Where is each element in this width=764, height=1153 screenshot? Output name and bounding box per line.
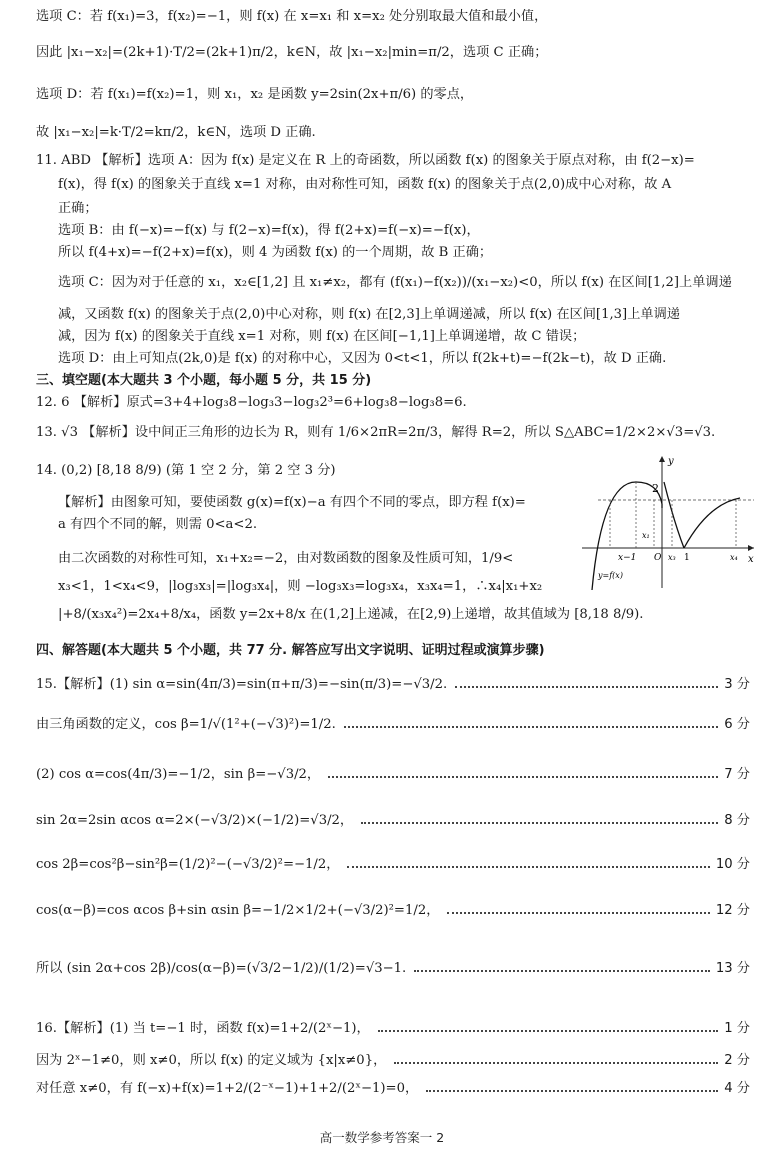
text-line: 由二次函数的对称性可知，x₁+x₂=−2，由对数函数的图象及性质可知，1/9< — [58, 551, 514, 566]
step-expression: sin 2α=2sin αcos α=2×(−√3/2)×(−1/2)=√3/2， — [36, 813, 354, 828]
scored-step-row — [36, 766, 750, 784]
text-line: 减，又函数 f(x) 的图象关于点(2,0)中心对称，则 f(x) 在[2,3]上单调递减，所以 f(x) 在区间[1,3]上单调递 — [58, 307, 680, 322]
x-axis-arrow — [748, 545, 754, 551]
text-line: f(x)，得 f(x) 的图象关于直线 x=1 对称，由对称性可知，函数 f(x) 的图象关于点(2,0)成中心对称，故 A — [58, 177, 672, 192]
text-line: a 有四个不同的解，则需 0<a<2. — [58, 517, 258, 532]
function-graph-figure — [578, 452, 758, 592]
dotted-leader — [447, 911, 709, 914]
text-line: 因此 |x₁−x₂|=(2k+1)·T/2=(2k+1)π/2，k∈N，故 |x₁−x₂|min=π/2，选项 C 正确； — [36, 45, 548, 60]
log-branch-right — [684, 498, 740, 548]
label-x4: x₄ — [730, 553, 738, 562]
text-line: 【解析】由图象可知，要使函数 g(x)=f(x)−a 有四个不同的零点，即方程 f(x)= — [58, 495, 526, 510]
label-neg1: x−1 — [618, 553, 637, 563]
label-x3: x₃ — [668, 553, 676, 562]
dotted-leader — [378, 1029, 718, 1032]
dotted-leader — [414, 969, 710, 972]
scored-step-row — [36, 716, 750, 734]
step-score: 7 分 — [724, 767, 750, 782]
text-line: 选项 B：由 f(−x)=−f(x) 与 f(2−x)=f(x)，得 f(2+x)=f(−x)=−f(x)， — [58, 223, 480, 238]
text-line: 14. (0,2) [8,18 8/9) (第 1 空 2 分，第 2 空 3 分) — [36, 463, 336, 478]
dotted-leader — [361, 821, 718, 824]
scored-step-row — [36, 856, 750, 874]
step-expression: 16.【解析】(1) 当 t=−1 时，函数 f(x)=1+2/(2ˣ−1)， — [36, 1021, 370, 1036]
text-line: 故 |x₁−x₂|=k·T/2=kπ/2，k∈N，选项 D 正确. — [36, 125, 316, 140]
step-score: 10 分 — [715, 857, 750, 872]
text-line: 所以 f(4+x)=−f(2+x)=f(x)，则 4 为函数 f(x) 的一个周期，故 B 正确； — [58, 245, 493, 260]
label-two: 2 — [652, 482, 659, 495]
dotted-leader — [328, 775, 718, 778]
dotted-leader — [426, 1089, 718, 1092]
scored-step-row — [36, 1052, 750, 1070]
scored-step-row — [36, 960, 750, 978]
step-expression: 因为 2ˣ−1≠0，则 x≠0，所以 f(x) 的定义域为 {x|x≠0}， — [36, 1053, 387, 1068]
label-x1: x₁ — [642, 531, 650, 540]
step-expression: cos 2β=cos²β−sin²β=(1/2)²−(−√3/2)²=−1/2， — [36, 857, 340, 872]
dotted-leader — [394, 1061, 718, 1064]
scored-step-row — [36, 902, 750, 920]
step-expression: cos(α−β)=cos αcos β+sin αsin β=−1/2×1/2+(−√3/2)²=1/2， — [36, 903, 440, 918]
text-line: 选项 C：若 f(x₁)=3，f(x₂)=−1，则 f(x) 在 x=x₁ 和 x=x₂ 处分别取最大值和最小值， — [36, 9, 548, 24]
text-line: 12. 6 【解析】原式=3+4+log₃8−log₃3−log₃2³=6+log₃8−log₃8=6. — [36, 395, 467, 410]
step-expression: 所以 (sin 2α+cos 2β)/cos(α−β)=(√3/2−1/2)/(1/2)=√3−1. — [36, 961, 407, 976]
text-line: 13. √3 【解析】设中间正三角形的边长为 R，则有 1/6×2πR=2π/3，解得 R=2，所以 S△ABC=1/2×2×√3=√3. — [36, 425, 716, 440]
text-line: 四、解答题(本大题共 5 个小题，共 77 分. 解答应写出文字说明、证明过程或演算步骤) — [36, 643, 545, 658]
label-one: 1 — [684, 553, 690, 563]
step-score: 2 分 — [724, 1053, 750, 1068]
step-expression: (2) cos α=cos(4π/3)=−1/2，sin β=−√3/2， — [36, 767, 321, 782]
text-line: 选项 C：因为对于任意的 x₁，x₂∈[1,2] 且 x₁≠x₂，都有 (f(x₁)−f(x₂))/(x₁−x₂)<0，所以 f(x) 在区间[1,2]上单调递 — [58, 275, 732, 290]
text-line: x₃<1，1<x₄<9，|log₃x₃|=|log₃x₄|，则 −log₃x₃=log₃x₄，x₃x₄=1，∴x₄|x₁+x₂ — [58, 579, 543, 594]
text-line: |+8/(x₃x₄²)=2x₄+8/x₄，函数 y=2x+8/x 在(1,2]上递减，在[2,9)上递增，故其值域为 [8,18 8/9). — [58, 607, 644, 622]
text-line: 减，因为 f(x) 的图象关于直线 x=1 对称，则 f(x) 在区间[−1,1]上单调递增，故 C 错误； — [58, 329, 586, 344]
step-score: 4 分 — [724, 1081, 750, 1096]
scored-step-row — [36, 1080, 750, 1098]
label-y: y — [668, 456, 674, 467]
y-axis-arrow — [659, 456, 665, 462]
scored-step-row — [36, 1020, 750, 1038]
step-score: 1 分 — [724, 1021, 750, 1036]
step-expression: 由三角函数的定义，cos β=1/√(1²+(−√3)²)=1/2. — [36, 717, 336, 732]
step-score: 8 分 — [724, 813, 750, 828]
text-line: 11. ABD 【解析】选项 A：因为 f(x) 是定义在 R 上的奇函数，所以函数 f(x) 的图象关于原点对称，由 f(2−x)= — [36, 153, 695, 168]
text-line: 选项 D：由上可知点(2k,0)是 f(x) 的对称中心，又因为 0<t<1，所以 f(2k+t)=−f(2k−t)，故 D 正确. — [58, 351, 667, 366]
dotted-leader — [347, 865, 709, 868]
scored-step-row — [36, 812, 750, 830]
text-line: 选项 D：若 f(x₁)=f(x₂)=1，则 x₁，x₂ 是函数 y=2sin(2x+π/6) 的零点， — [36, 87, 474, 102]
label-x: x — [748, 554, 754, 565]
dotted-leader — [344, 725, 718, 728]
scored-step-row — [36, 676, 750, 694]
label-curve: y=f(x) — [598, 571, 623, 580]
log-branch-left — [664, 482, 684, 548]
step-expression: 对任意 x≠0，有 f(−x)+f(x)=1+2/(2⁻ˣ−1)+1+2/(2ˣ−1)=0， — [36, 1081, 419, 1096]
page-footer: 高一数学参考答案一 2 — [319, 1130, 445, 1145]
step-score: 6 分 — [724, 717, 750, 732]
step-expression: 15.【解析】(1) sin α=sin(4π/3)=sin(π+π/3)=−sin(π/3)=−√3/2. — [36, 677, 448, 692]
step-score: 12 分 — [715, 903, 750, 918]
text-line: 正确； — [58, 201, 98, 216]
dotted-leader — [455, 685, 718, 688]
step-score: 13 分 — [715, 961, 750, 976]
label-origin: O — [654, 553, 662, 563]
step-score: 3 分 — [724, 677, 750, 692]
text-line: 三、填空题(本大题共 3 个小题，每小题 5 分，共 15 分) — [36, 373, 372, 388]
